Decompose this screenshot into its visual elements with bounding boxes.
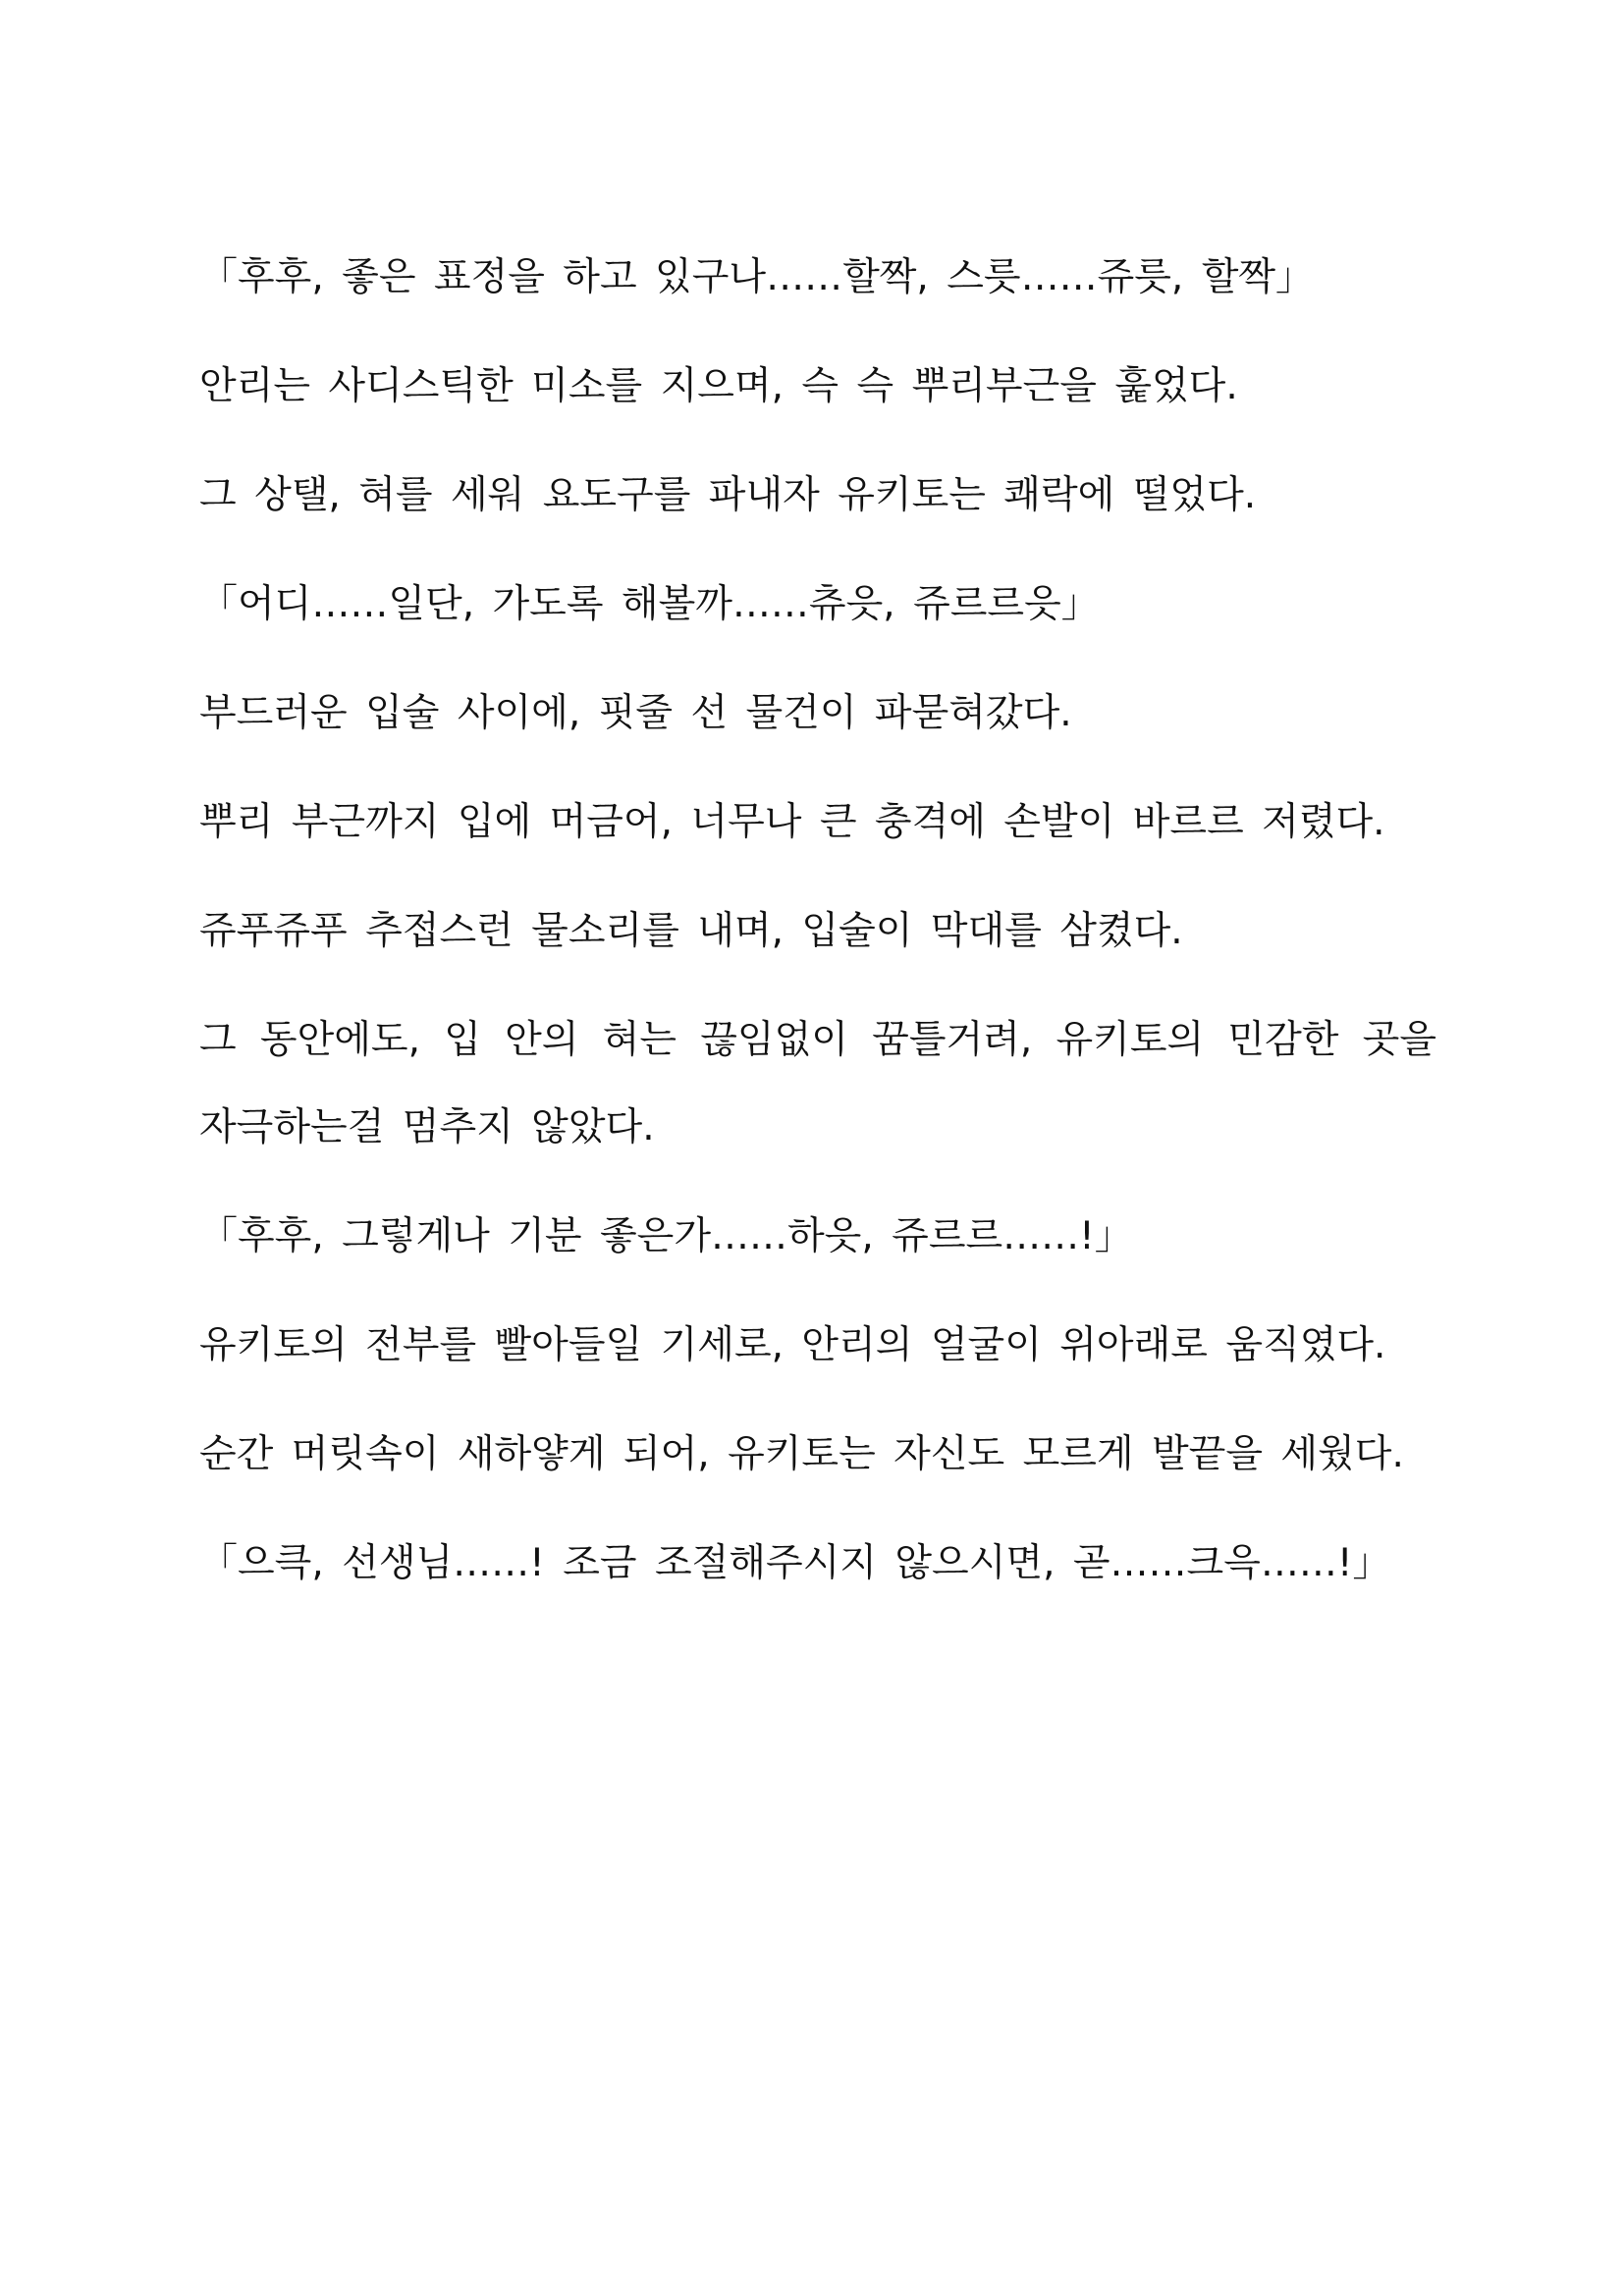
paragraph-10: 유키토의 전부를 빨아들일 기세로, 안리의 얼굴이 위아래로 움직였다. <box>199 1323 1386 1367</box>
paragraph-4: 「어디……일단, 가도록 해볼까……츄읏, 쥬르르읏」 <box>199 582 1100 626</box>
paragraph-7: 쥬푸쥬푸 추접스런 물소리를 내며, 입술이 막대를 삼켰다. <box>199 909 1183 953</box>
paragraph-11: 순간 머릿속이 새하얗게 되어, 유키토는 자신도 모르게 발끝을 세웠다. <box>199 1432 1404 1476</box>
paragraph-6: 뿌리 부근까지 입에 머금어, 너무나 큰 충격에 손발이 바르르 저렸다. <box>199 800 1385 844</box>
paragraph-8: 그 동안에도, 입 안의 혀는 끊임없이 꿈틀거려, 유키토의 민감한 곳을 자극하는걸 멈추지 않았다. <box>199 1018 1436 1149</box>
paragraph-3: 그 상탤, 혀를 세워 요도구를 파내자 유키토는 쾌락에 떨었다. <box>199 473 1257 517</box>
body-text <box>199 234 1436 1629</box>
paragraph-1: 「후후, 좋은 표정을 하고 있구나……할짝, 스릇……쥬릇, 할짝」 <box>199 255 1315 299</box>
paragraph-2: 안리는 사디스틱한 미소를 지으며, 슥 슥 뿌리부근을 훑었다. <box>199 364 1238 408</box>
paragraph-12: 「으큭, 선생님……! 조금 조절해주시지 않으시면, 곧……크윽……!」 <box>199 1541 1391 1585</box>
paragraph-9: 「후후, 그렇게나 기분 좋은가……하읏, 쥬르르……!」 <box>199 1214 1133 1258</box>
paragraph-5: 부드러운 입술 사이에, 핏줄 선 물건이 파묻혀갔다. <box>199 691 1072 735</box>
